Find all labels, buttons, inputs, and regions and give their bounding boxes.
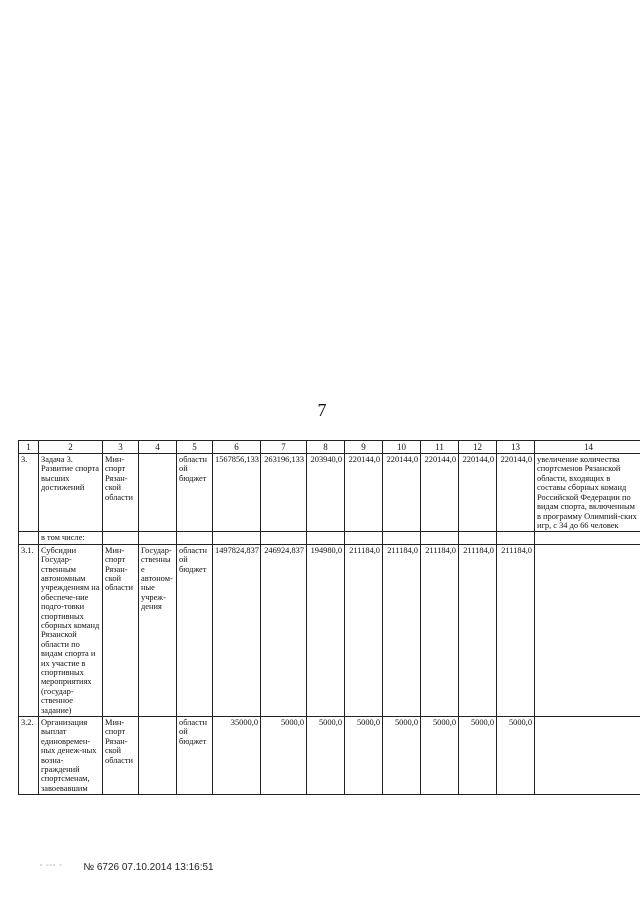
- expected-result: [535, 717, 640, 795]
- table-row: [19, 717, 640, 795]
- funding-source: областной бюджет: [177, 717, 213, 795]
- year-amount: 5000,0: [345, 717, 383, 795]
- row-number: 3.1.: [19, 544, 39, 716]
- total-amount: 1497824,837: [213, 544, 261, 716]
- column-header: 12: [459, 441, 497, 454]
- year-amount: 5000,0: [421, 717, 459, 795]
- year-amount: [459, 532, 497, 544]
- year-amount: [261, 532, 307, 544]
- registration-number: № 6726 07.10.2014 13:16:51: [83, 862, 214, 873]
- measure-name: Организация выплат единовремен-ных денеж-ных возна-граждений спортсменам, завоевавшим: [39, 717, 103, 795]
- expected-result: увеличение количества спортсменов Рязанской области, входящих в составы сборных команд Российской Федерации по видам спорта, включенным в программу Олимпий-ских игр, с 34 до 66 человек: [535, 454, 640, 532]
- column-header: 6: [213, 441, 261, 454]
- year-amount: 220144,0: [497, 454, 535, 532]
- column-header: 10: [383, 441, 421, 454]
- year-amount: 246924,837: [261, 544, 307, 716]
- funding-source: областной бюджет: [177, 454, 213, 532]
- year-amount: 220144,0: [421, 454, 459, 532]
- participant: [139, 532, 177, 544]
- row-number: 3.: [19, 454, 39, 532]
- measure-name: Субсидии Государ-ственным автономным учреждениям на обеспече-ние подго-товки спортивных сборных команд Рязанской области по видам спорта и их участие в спортивных мероприятиях (государ-ственное задание): [39, 544, 103, 716]
- expected-result: [535, 532, 640, 544]
- column-header: 8: [307, 441, 345, 454]
- responsible-executor: Мин-спорт Рязан-ской области: [103, 717, 139, 795]
- year-amount: [345, 532, 383, 544]
- year-amount: 220144,0: [345, 454, 383, 532]
- year-amount: 211184,0: [345, 544, 383, 716]
- responsible-executor: Мин-спорт Рязан-ской области: [103, 454, 139, 532]
- year-amount: 211184,0: [421, 544, 459, 716]
- year-amount: 220144,0: [459, 454, 497, 532]
- total-amount: 1567856,133: [213, 454, 261, 532]
- column-header: 7: [261, 441, 307, 454]
- total-amount: 35000,0: [213, 717, 261, 795]
- year-amount: 5000,0: [459, 717, 497, 795]
- participant: Государ-ственные автоном-ные учреж-дения: [139, 544, 177, 716]
- year-amount: 263196,133: [261, 454, 307, 532]
- year-amount: 5000,0: [261, 717, 307, 795]
- year-amount: 203940,0: [307, 454, 345, 532]
- responsible-executor: Мин-спорт Рязан-ской области: [103, 544, 139, 716]
- column-header: 2: [39, 441, 103, 454]
- participant: [139, 717, 177, 795]
- year-amount: [497, 532, 535, 544]
- year-amount: 211184,0: [497, 544, 535, 716]
- registration-stamp: [40, 862, 600, 873]
- expected-result: [535, 544, 640, 716]
- row-number: 3.2.: [19, 717, 39, 795]
- measure-name: в том числе:: [39, 532, 103, 544]
- funding-source: областной бюджет: [177, 544, 213, 716]
- column-header: 11: [421, 441, 459, 454]
- column-header: 4: [139, 441, 177, 454]
- year-amount: [307, 532, 345, 544]
- column-header: 13: [497, 441, 535, 454]
- column-header: 3: [103, 441, 139, 454]
- header-row: [19, 441, 640, 454]
- total-amount: [213, 532, 261, 544]
- responsible-executor: [103, 532, 139, 544]
- year-amount: 194980,0: [307, 544, 345, 716]
- budget-table: [18, 440, 640, 795]
- year-amount: 5000,0: [497, 717, 535, 795]
- year-amount: 5000,0: [307, 717, 345, 795]
- year-amount: 211184,0: [383, 544, 421, 716]
- year-amount: [421, 532, 459, 544]
- table-row: [19, 532, 640, 544]
- participant: [139, 454, 177, 532]
- measure-name: Задача 3. Развитие спорта высших достижений: [39, 454, 103, 532]
- column-header: 9: [345, 441, 383, 454]
- year-amount: 211184,0: [459, 544, 497, 716]
- column-header: 5: [177, 441, 213, 454]
- year-amount: [383, 532, 421, 544]
- year-amount: 220144,0: [383, 454, 421, 532]
- column-header: 1: [19, 441, 39, 454]
- column-header: 14: [535, 441, 640, 454]
- year-amount: 5000,0: [383, 717, 421, 795]
- row-number: [19, 532, 39, 544]
- table-row: [19, 454, 640, 532]
- funding-source: [177, 532, 213, 544]
- page-number: 7: [317, 400, 327, 420]
- table-row: [19, 544, 640, 716]
- faint-mark: ˆ ˇˇˇ ˇ: [40, 865, 63, 872]
